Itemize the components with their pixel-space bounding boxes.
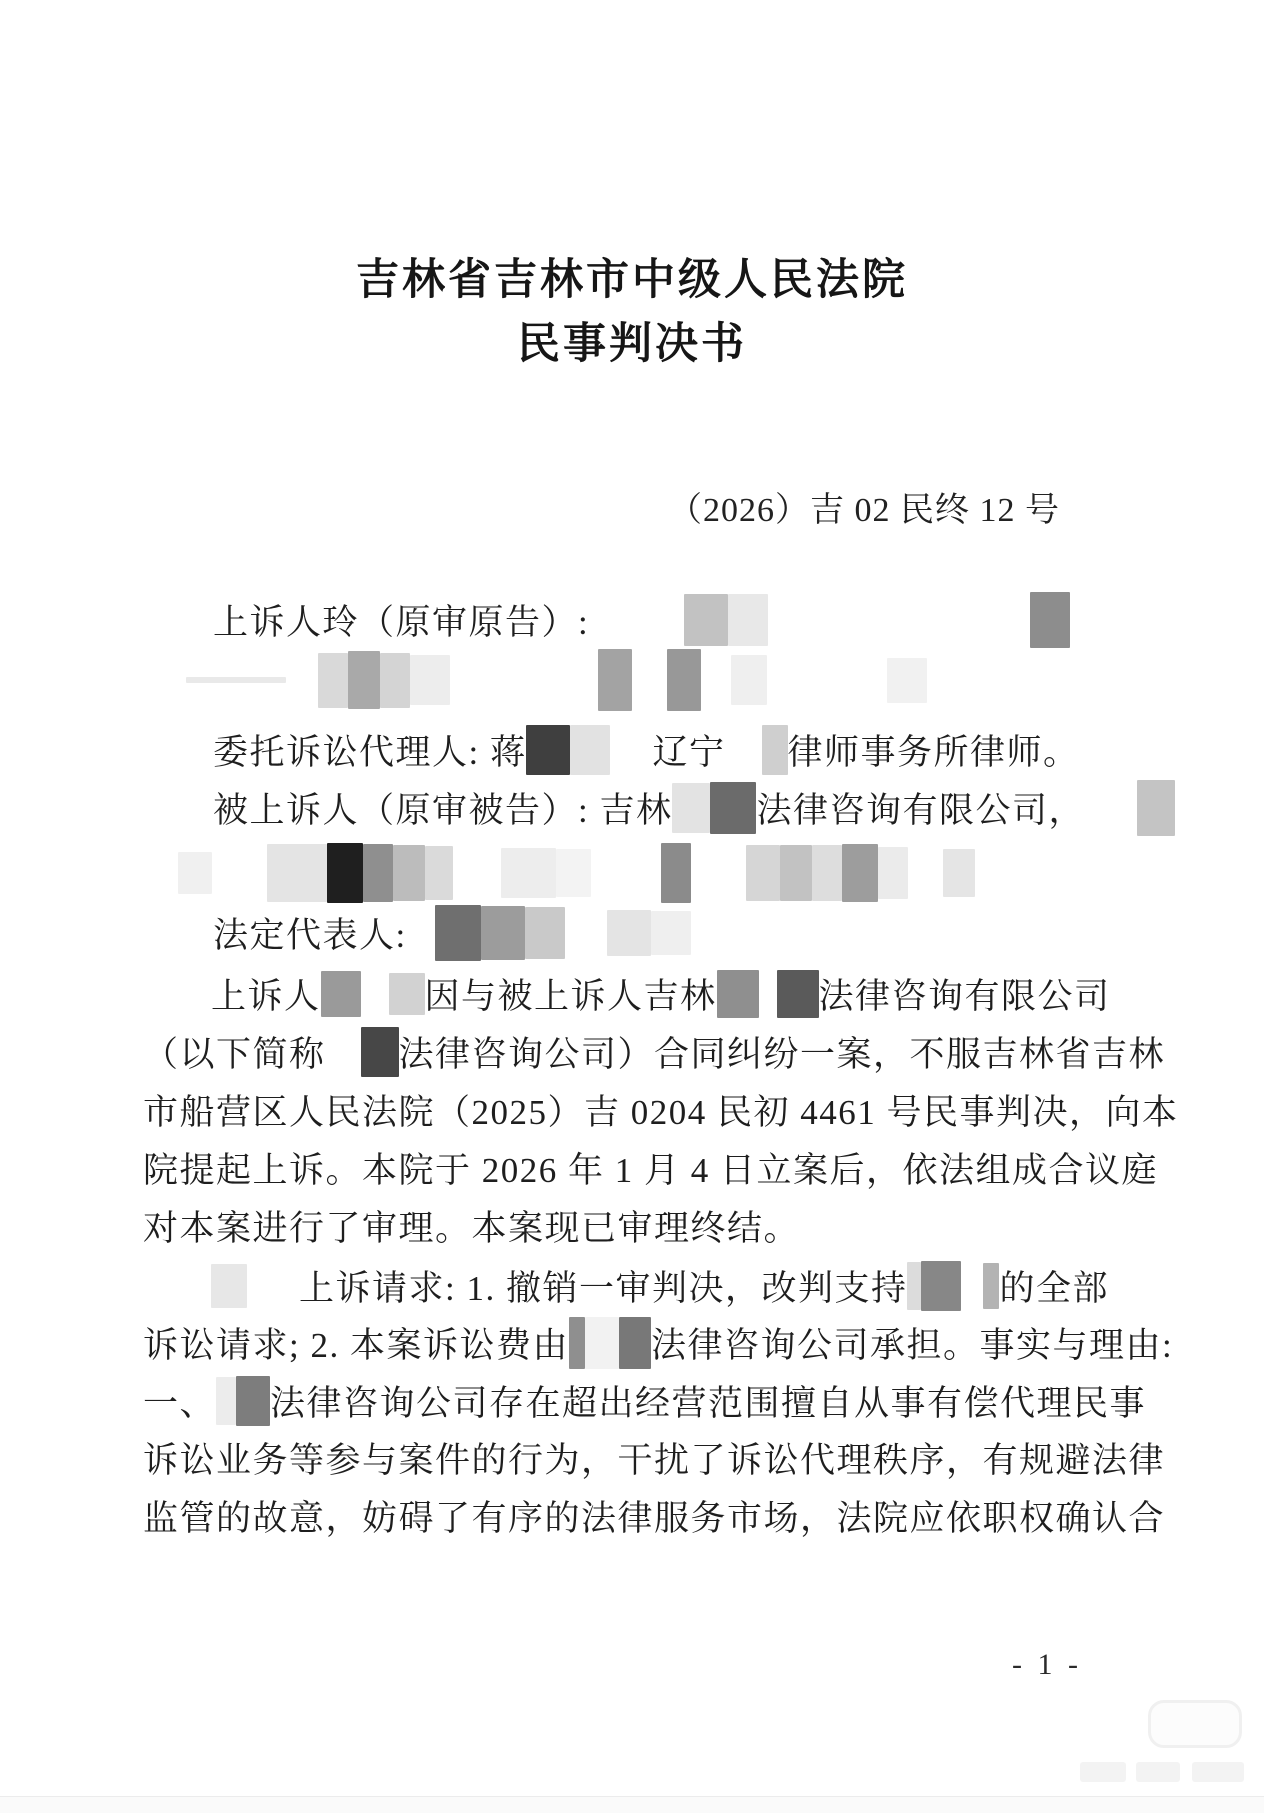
redaction-block bbox=[556, 849, 591, 897]
document-type-title: 民事判决书 bbox=[517, 321, 747, 368]
spacing-gap bbox=[759, 994, 777, 995]
spacing-gap bbox=[143, 994, 211, 995]
court-name-title: 吉林省吉林市中级人民法院 bbox=[356, 257, 908, 304]
watermark-text-smudge bbox=[1192, 1762, 1244, 1782]
para1-line1-text: 因与被上诉人吉林 bbox=[424, 977, 717, 1016]
spacing-gap bbox=[701, 680, 731, 681]
spacing-gap bbox=[589, 620, 684, 621]
spacing-gap bbox=[610, 750, 652, 751]
redaction-block bbox=[780, 845, 812, 901]
redaction-block bbox=[481, 906, 525, 960]
redaction-block bbox=[667, 649, 701, 711]
para2-line1 bbox=[143, 1258, 1109, 1314]
appellant-line-text: 上诉人玲（原审原告）: bbox=[213, 603, 590, 642]
spacing-gap bbox=[591, 873, 661, 874]
redaction-block bbox=[728, 594, 768, 646]
redaction-block bbox=[501, 848, 556, 898]
redaction-block bbox=[178, 852, 212, 894]
spacing-gap bbox=[767, 680, 887, 681]
para2-line3-text: 一、 bbox=[143, 1384, 217, 1423]
para2-line1-text: 的全部 bbox=[999, 1269, 1109, 1308]
redaction-block bbox=[684, 594, 728, 646]
spacing-gap bbox=[407, 933, 435, 934]
spacing-gap bbox=[908, 873, 943, 874]
redaction-block bbox=[236, 1376, 270, 1426]
redaction-block bbox=[425, 846, 453, 900]
redaction-block bbox=[327, 843, 363, 903]
para2-line2 bbox=[143, 1315, 1173, 1371]
para2-line4-text: 诉讼业务等参与案件的行为，干扰了诉讼代理秩序，有规避法律 bbox=[143, 1441, 1166, 1480]
watermark-text-smudge bbox=[1080, 1762, 1126, 1782]
redaction-block bbox=[746, 845, 780, 901]
redaction-block bbox=[211, 1264, 247, 1308]
redaction-block bbox=[717, 970, 759, 1018]
para2-line4 bbox=[143, 1430, 1165, 1486]
scan-edge-strip bbox=[0, 1796, 1264, 1813]
redaction-block bbox=[651, 911, 691, 955]
para2-line3-text: 法律咨询公司存在超出经营范围擅自从事有偿代理民事 bbox=[270, 1384, 1147, 1423]
redaction-block bbox=[348, 651, 380, 709]
para2-line5 bbox=[143, 1488, 1165, 1544]
para1-line2 bbox=[143, 1024, 1165, 1080]
para1-line1-text: 法律咨询有限公司 bbox=[818, 977, 1111, 1016]
spacing-gap bbox=[565, 933, 607, 934]
para1-line2-text: 法律咨询公司）合同纠纷一案，不服吉林省吉林 bbox=[398, 1035, 1166, 1074]
para1-line3-text: 市船营区人民法院（2025）吉 0204 民初 4461 号民事判决，向本 bbox=[143, 1093, 1179, 1132]
redaction-block bbox=[983, 1263, 999, 1309]
spacing-gap bbox=[726, 750, 762, 751]
para1-line2-text: （以下简称 bbox=[143, 1035, 326, 1074]
spacing-gap bbox=[286, 680, 318, 681]
spacing-gap bbox=[247, 1286, 299, 1287]
para2-line3 bbox=[143, 1373, 1146, 1429]
legal-representative-line-text: 法定代表人: bbox=[213, 916, 407, 955]
redaction-block bbox=[731, 655, 767, 705]
watermark-badge bbox=[1148, 1700, 1242, 1748]
redaction-block bbox=[777, 970, 819, 1018]
para1-line1-text: 上诉人 bbox=[211, 977, 321, 1016]
redaction-block bbox=[569, 1317, 585, 1369]
redaction-block bbox=[607, 910, 651, 956]
redaction-block bbox=[363, 844, 393, 902]
appellant-line bbox=[213, 592, 1070, 648]
para2-line5-text: 监管的故意，妨碍了有序的法律服务市场，法院应依职权确认合 bbox=[143, 1499, 1166, 1538]
spacing-gap bbox=[453, 873, 501, 874]
spacing-gap bbox=[326, 1052, 361, 1053]
para2-line1-text: 上诉请求: 1. 撤销一审判决，改判支持 bbox=[299, 1269, 908, 1308]
para1-line1 bbox=[143, 966, 1111, 1022]
redaction-block bbox=[762, 725, 788, 775]
redaction-block bbox=[661, 843, 691, 903]
redaction-block bbox=[943, 849, 975, 897]
spacing-gap bbox=[361, 994, 389, 995]
redaction-block bbox=[1030, 592, 1070, 648]
redaction-block bbox=[389, 973, 425, 1015]
para1-line5 bbox=[143, 1198, 800, 1254]
redaction-block bbox=[710, 782, 756, 834]
appellee-line-text: 被上诉人（原审被告）: 吉林 bbox=[213, 791, 673, 830]
para2-line2-text: 诉讼请求; 2. 本案诉讼费由 bbox=[143, 1326, 569, 1365]
spacing-gap bbox=[143, 1286, 211, 1287]
agent-line-text: 委托诉讼代理人: 蒋 bbox=[213, 733, 527, 772]
redaction-block bbox=[267, 844, 327, 902]
redaction-block bbox=[526, 725, 570, 775]
redaction-block bbox=[672, 783, 710, 833]
spacing-gap bbox=[961, 1286, 983, 1287]
redaction-block bbox=[186, 677, 286, 683]
redaction-block bbox=[321, 971, 361, 1017]
para1-line4 bbox=[143, 1140, 1158, 1196]
appellee-line bbox=[213, 780, 1175, 836]
redaction-block bbox=[878, 847, 908, 899]
case-number: （2026）吉 02 民终 12 号 bbox=[668, 492, 1060, 529]
redaction-block bbox=[435, 905, 481, 961]
para1-line4-text: 院提起上诉。本院于 2026 年 1 月 4 日立案后，依法组成合议庭 bbox=[143, 1151, 1159, 1190]
legal-representative-line bbox=[213, 905, 691, 961]
page-number: - 1 - bbox=[1012, 1648, 1082, 1681]
spacing-gap bbox=[450, 680, 598, 681]
redaction-block bbox=[1137, 780, 1175, 836]
para1-line5-text: 对本案进行了审理。本案现已审理终结。 bbox=[143, 1209, 801, 1248]
spacing-gap bbox=[212, 873, 267, 874]
spacing-gap bbox=[691, 873, 746, 874]
para2-line2-text: 法律咨询公司承担。事实与理由: bbox=[650, 1326, 1174, 1365]
redaction-block bbox=[619, 1317, 651, 1369]
appellee-redacted-line bbox=[178, 845, 975, 901]
agent-line bbox=[213, 722, 1080, 778]
redaction-block bbox=[842, 844, 878, 902]
spacing-gap bbox=[768, 620, 1030, 621]
appellant-redacted-line bbox=[186, 652, 927, 708]
spacing-gap bbox=[632, 680, 667, 681]
watermark-text-smudge bbox=[1136, 1762, 1180, 1782]
redaction-block bbox=[525, 907, 565, 959]
redaction-block bbox=[216, 1377, 236, 1425]
redaction-block bbox=[570, 725, 610, 775]
redaction-block bbox=[585, 1317, 619, 1369]
redaction-block bbox=[887, 658, 927, 703]
redaction-block bbox=[812, 845, 842, 901]
agent-line-text: 辽宁 bbox=[652, 733, 726, 772]
redaction-block bbox=[598, 649, 632, 711]
para1-line3 bbox=[143, 1082, 1179, 1138]
redaction-block bbox=[921, 1261, 961, 1311]
redaction-block bbox=[410, 655, 450, 705]
redaction-block bbox=[393, 845, 425, 901]
agent-line-text: 律师事务所律师。 bbox=[787, 733, 1080, 772]
redaction-block bbox=[318, 653, 348, 708]
redaction-block bbox=[907, 1262, 921, 1310]
redaction-block bbox=[380, 653, 410, 708]
redaction-block bbox=[361, 1027, 399, 1077]
appellee-line-text: 法律咨询有限公司， bbox=[756, 791, 1085, 830]
spacing-gap bbox=[1085, 808, 1137, 809]
